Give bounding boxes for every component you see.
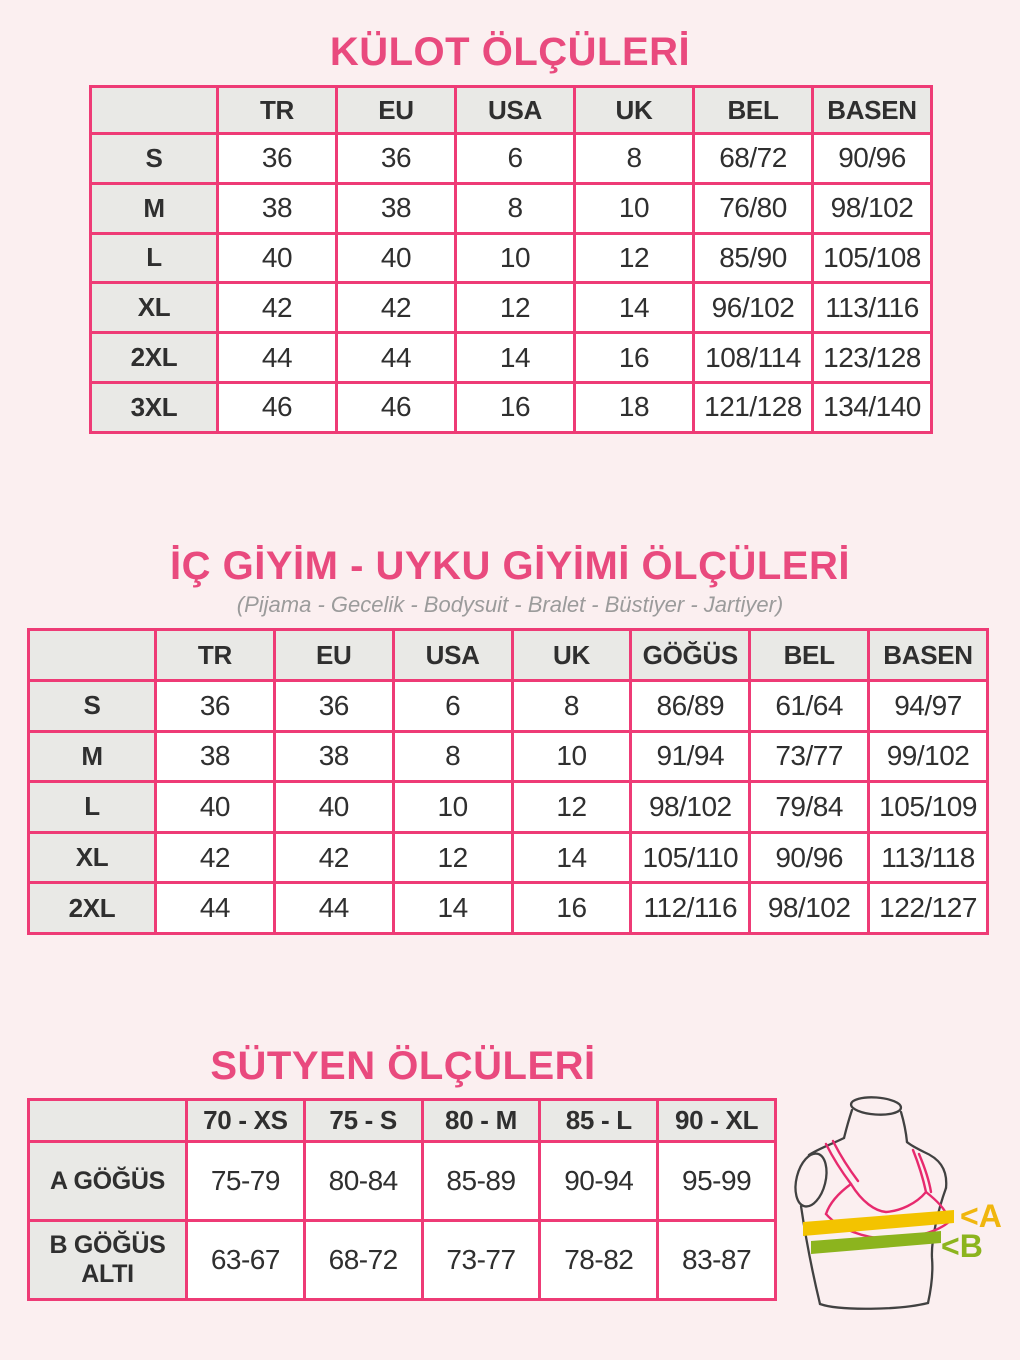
size-cell: 8 <box>456 183 575 233</box>
size-cell: 44 <box>156 883 275 934</box>
size-cell: 75-79 <box>187 1142 305 1221</box>
size-cell: 61/64 <box>750 681 869 732</box>
size-cell: 18 <box>575 382 694 432</box>
underbust-band-b <box>811 1231 941 1254</box>
size-cell: 112/116 <box>631 883 750 934</box>
size-cell: 12 <box>575 233 694 283</box>
size-cell: 42 <box>218 283 337 333</box>
kulot-section-title: KÜLOT ÖLÇÜLERİ <box>329 30 691 74</box>
size-cell: 95-99 <box>658 1142 776 1221</box>
size-cell: 38 <box>337 183 456 233</box>
size-cell: 85/90 <box>694 233 813 283</box>
size-cell: 76/80 <box>694 183 813 233</box>
size-cell: 44 <box>218 333 337 383</box>
row-label: 2XL <box>29 883 156 934</box>
size-cell: 14 <box>575 283 694 333</box>
size-cell: 108/114 <box>694 333 813 383</box>
table-row <box>91 134 932 184</box>
column-header: USA <box>456 87 575 134</box>
sutyen-section-title: SÜTYEN ÖLÇÜLERİ <box>210 1044 596 1088</box>
row-label: S <box>29 681 156 732</box>
size-cell: 14 <box>393 883 512 934</box>
size-cell: 73/77 <box>750 731 869 782</box>
size-cell: 123/128 <box>813 333 932 383</box>
size-cell: 44 <box>337 333 456 383</box>
size-cell: 10 <box>393 782 512 833</box>
size-cell: 99/102 <box>869 731 988 782</box>
row-label: L <box>29 782 156 833</box>
table-row <box>29 681 988 732</box>
size-cell: 12 <box>512 782 631 833</box>
size-cell: 98/102 <box>813 183 932 233</box>
column-header: BASEN <box>869 630 988 681</box>
table-row <box>29 1221 776 1300</box>
size-cell: 8 <box>575 134 694 184</box>
size-cell: 36 <box>337 134 456 184</box>
size-cell: 90/96 <box>813 134 932 184</box>
size-cell: 6 <box>456 134 575 184</box>
size-cell: 83-87 <box>658 1221 776 1300</box>
table-row <box>29 731 988 782</box>
size-cell: 38 <box>218 183 337 233</box>
bra-measurement-illustration <box>780 1080 1020 1320</box>
size-cell: 10 <box>575 183 694 233</box>
table-row <box>91 333 932 383</box>
header-row <box>91 87 932 134</box>
column-header: EU <box>274 630 393 681</box>
column-header: 90 - XL <box>658 1100 776 1142</box>
size-cell: 94/97 <box>869 681 988 732</box>
column-header: USA <box>393 630 512 681</box>
icgiyim-section-subtitle: (Pijama - Gecelik - Bodysuit - Bralet - Büstiyer - Jartiyer) <box>236 592 784 617</box>
kulot-size-table <box>89 85 933 434</box>
band-a-label: <A <box>960 1198 1002 1234</box>
row-label: L <box>91 233 218 283</box>
size-cell: 38 <box>156 731 275 782</box>
size-cell: 46 <box>218 382 337 432</box>
size-cell: 10 <box>512 731 631 782</box>
row-label: S <box>91 134 218 184</box>
corner-cell <box>91 87 218 134</box>
size-cell: 90-94 <box>540 1142 658 1221</box>
size-cell: 42 <box>337 283 456 333</box>
size-cell: 16 <box>512 883 631 934</box>
column-header: 80 - M <box>422 1100 540 1142</box>
size-cell: 10 <box>456 233 575 283</box>
size-cell: 105/109 <box>869 782 988 833</box>
column-header: BEL <box>694 87 813 134</box>
size-cell: 6 <box>393 681 512 732</box>
size-cell: 91/94 <box>631 731 750 782</box>
table-row <box>29 832 988 883</box>
header-row <box>29 630 988 681</box>
size-cell: 36 <box>156 681 275 732</box>
column-header: EU <box>337 87 456 134</box>
size-cell: 73-77 <box>422 1221 540 1300</box>
size-cell: 16 <box>456 382 575 432</box>
size-cell: 16 <box>575 333 694 383</box>
size-cell: 40 <box>156 782 275 833</box>
size-cell: 96/102 <box>694 283 813 333</box>
size-cell: 113/118 <box>869 832 988 883</box>
header-row <box>29 1100 776 1142</box>
size-cell: 85-89 <box>422 1142 540 1221</box>
row-label: 2XL <box>91 333 218 383</box>
size-cell: 68/72 <box>694 134 813 184</box>
column-header: 85 - L <box>540 1100 658 1142</box>
size-cell: 44 <box>274 883 393 934</box>
row-label: XL <box>29 832 156 883</box>
column-header: BEL <box>750 630 869 681</box>
size-cell: 105/110 <box>631 832 750 883</box>
corner-cell <box>29 1100 187 1142</box>
size-cell: 8 <box>393 731 512 782</box>
size-cell: 12 <box>393 832 512 883</box>
icgiyim-section-title: İÇ GİYİM - UYKU GİYİMİ ÖLÇÜLERİ <box>170 544 850 588</box>
table-row <box>91 183 932 233</box>
size-cell: 98/102 <box>750 883 869 934</box>
size-cell: 122/127 <box>869 883 988 934</box>
row-label: XL <box>91 283 218 333</box>
size-cell: 8 <box>512 681 631 732</box>
row-label: M <box>29 731 156 782</box>
size-cell: 42 <box>274 832 393 883</box>
size-cell: 12 <box>456 283 575 333</box>
size-cell: 40 <box>218 233 337 283</box>
size-cell: 36 <box>274 681 393 732</box>
row-label: A GÖĞÜS <box>29 1142 187 1221</box>
table-row <box>29 782 988 833</box>
row-label: M <box>91 183 218 233</box>
icgiyim-size-table <box>27 628 989 935</box>
size-cell: 78-82 <box>540 1221 658 1300</box>
size-cell: 68-72 <box>304 1221 422 1300</box>
size-cell: 86/89 <box>631 681 750 732</box>
size-cell: 46 <box>337 382 456 432</box>
table-row <box>29 1142 776 1221</box>
column-header: TR <box>156 630 275 681</box>
size-cell: 98/102 <box>631 782 750 833</box>
size-cell: 90/96 <box>750 832 869 883</box>
table-row <box>91 233 932 283</box>
column-header: GÖĞÜS <box>631 630 750 681</box>
size-cell: 42 <box>156 832 275 883</box>
column-header: UK <box>575 87 694 134</box>
size-cell: 14 <box>512 832 631 883</box>
column-header: BASEN <box>813 87 932 134</box>
band-b-label: <B <box>941 1228 983 1264</box>
sutyen-size-table <box>27 1098 777 1301</box>
corner-cell <box>29 630 156 681</box>
row-label: B GÖĞÜS ALTI <box>29 1221 187 1300</box>
size-cell: 113/116 <box>813 283 932 333</box>
row-label: 3XL <box>91 382 218 432</box>
size-cell: 80-84 <box>304 1142 422 1221</box>
column-header: TR <box>218 87 337 134</box>
mannequin-torso-icon <box>790 1096 946 1309</box>
size-cell: 121/128 <box>694 382 813 432</box>
size-cell: 79/84 <box>750 782 869 833</box>
column-header: UK <box>512 630 631 681</box>
size-cell: 36 <box>218 134 337 184</box>
size-cell: 38 <box>274 731 393 782</box>
column-header: 70 - XS <box>187 1100 305 1142</box>
size-cell: 40 <box>274 782 393 833</box>
table-row <box>91 382 932 432</box>
size-cell: 134/140 <box>813 382 932 432</box>
size-cell: 105/108 <box>813 233 932 283</box>
column-header: 75 - S <box>304 1100 422 1142</box>
table-row <box>91 283 932 333</box>
table-row <box>29 883 988 934</box>
size-cell: 14 <box>456 333 575 383</box>
size-cell: 40 <box>337 233 456 283</box>
size-cell: 63-67 <box>187 1221 305 1300</box>
